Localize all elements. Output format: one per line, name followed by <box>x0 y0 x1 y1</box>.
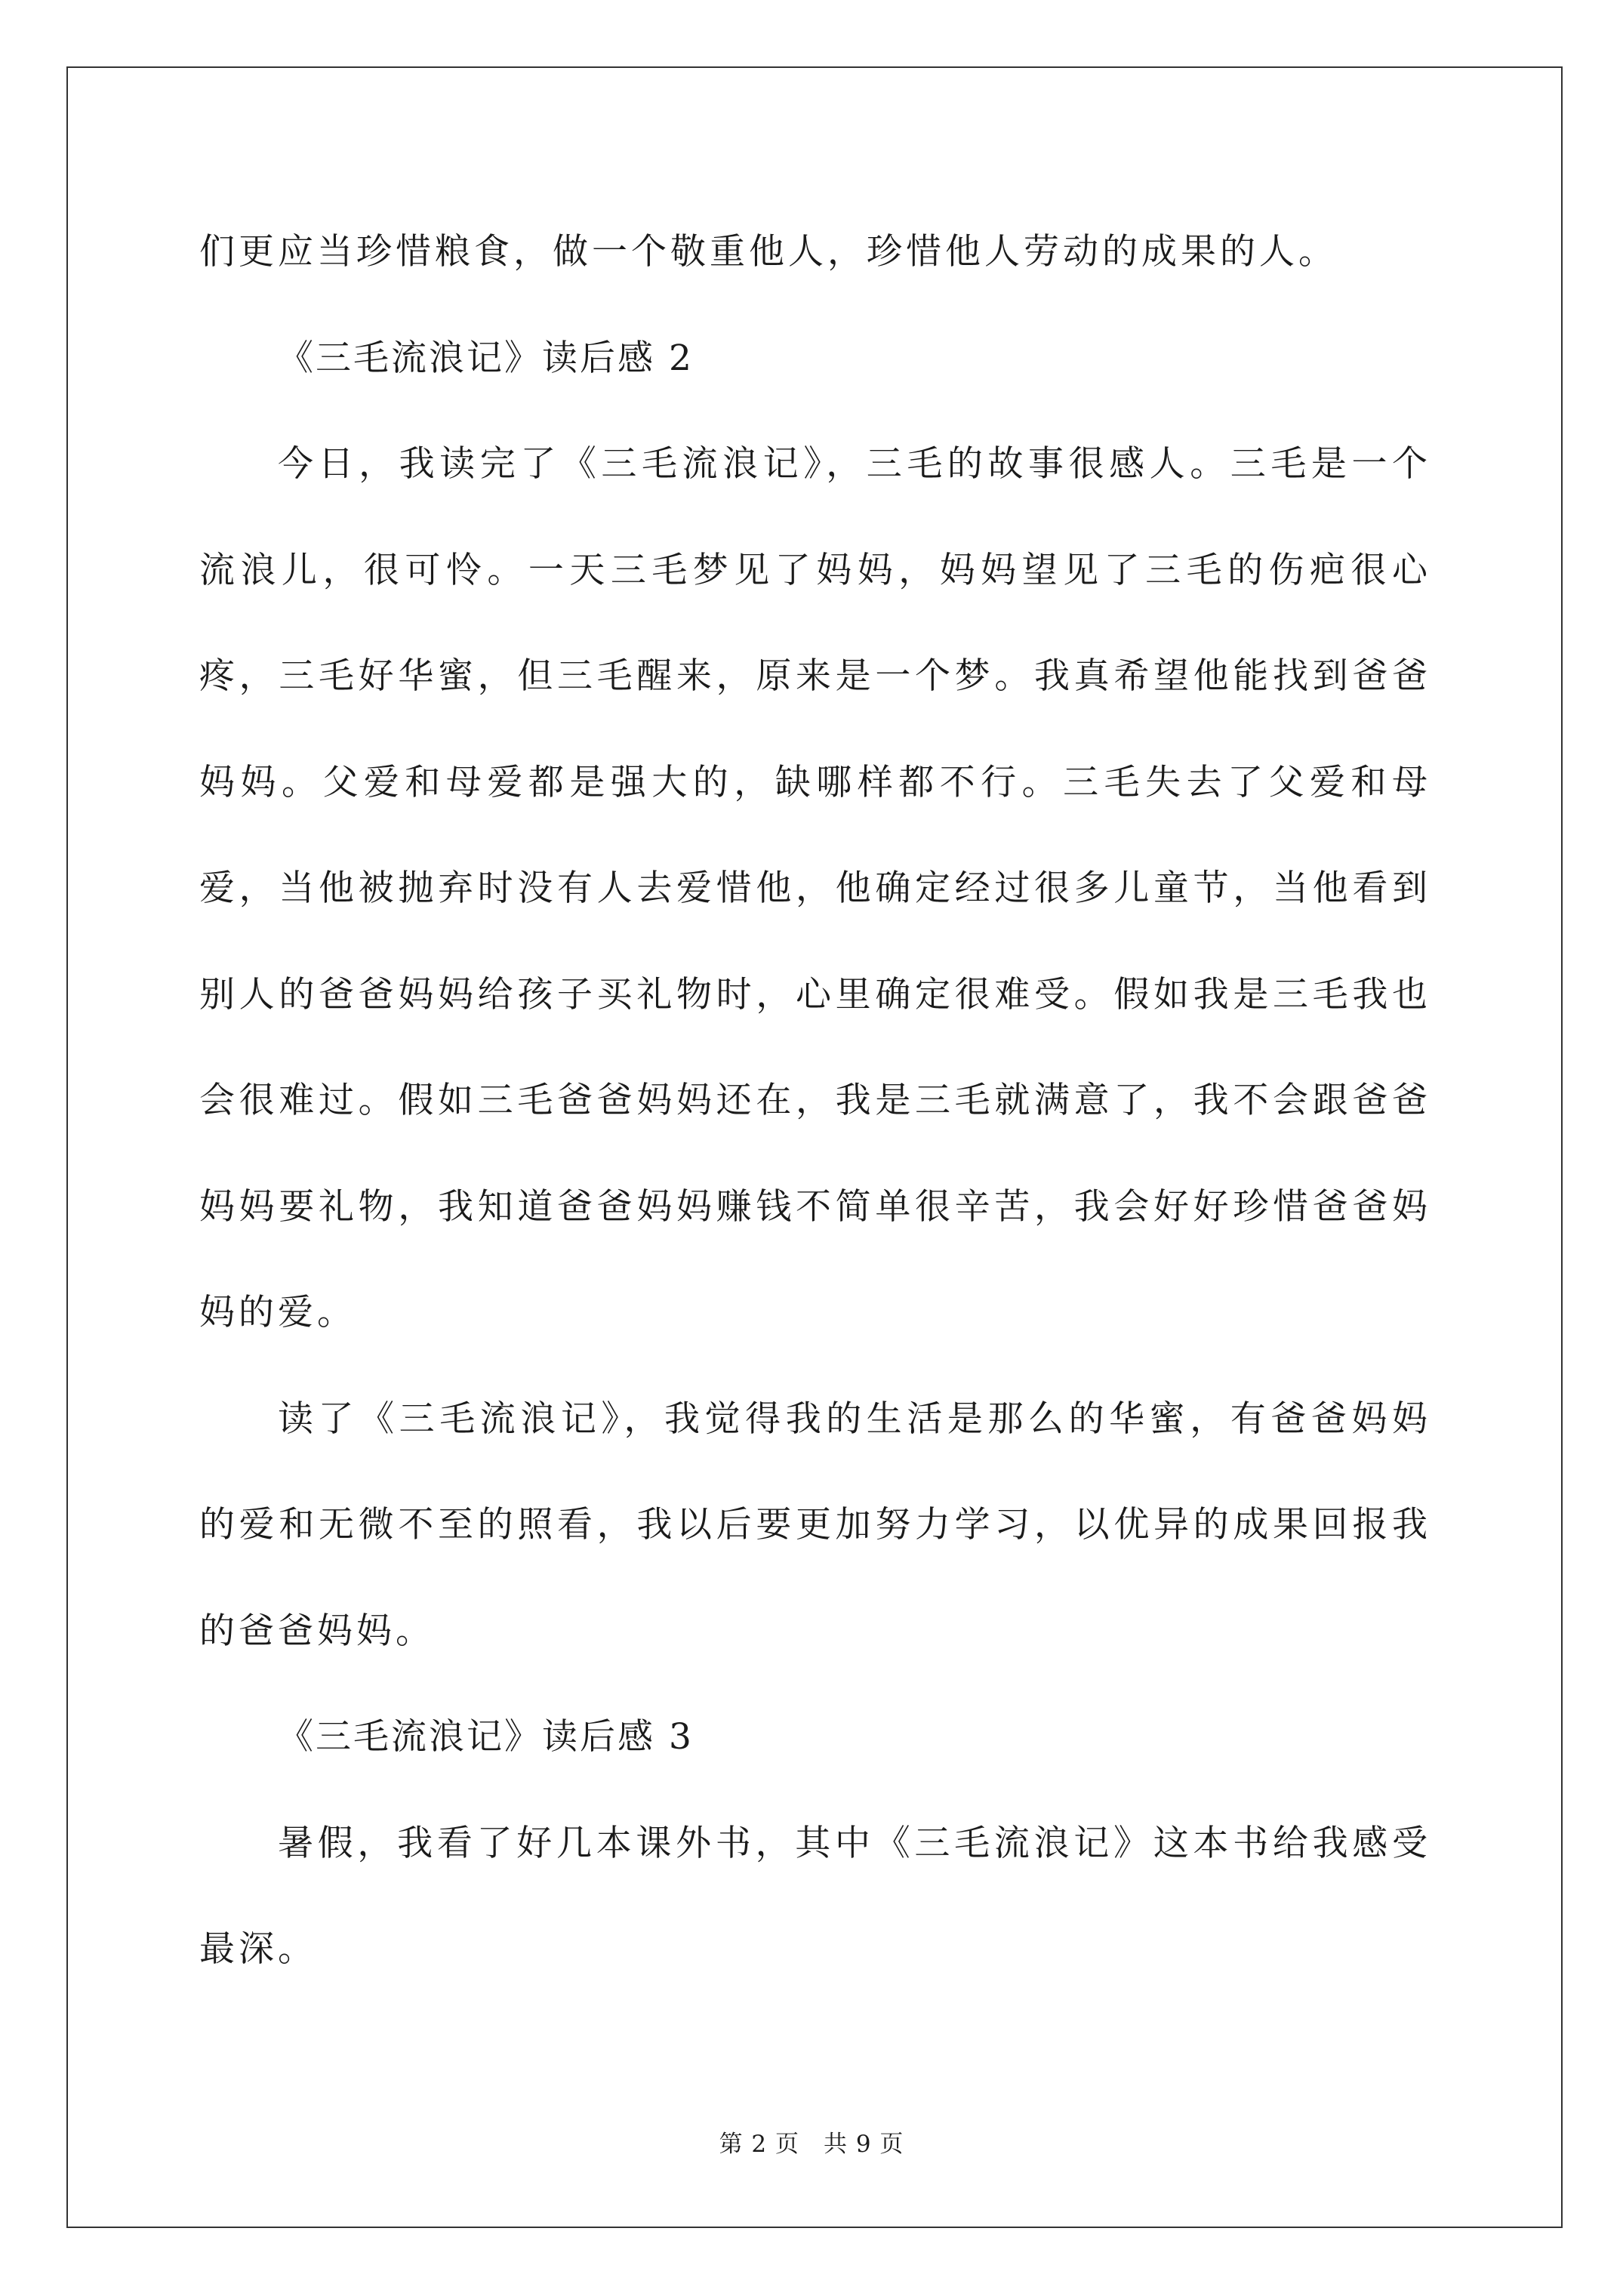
paragraph-reflection-2-body: 今日，我读完了《三毛流浪记》，三毛的故事很感人。三毛是一个流浪儿，很可怜。一天三毛梦见了妈妈，妈妈望见了三毛的伤疤很心疼，三毛好华蜜，但三毛醒来，原来是一个梦。我真希望他能找到爸爸妈妈。父爱和母爱都是强大的，缺哪样都不行。三毛失去了父爱和母爱，当他被抛弃时没有人去爱惜他，他确定经过很多儿童节，当他看到别人的爸爸妈妈给孩子买礼物时，心里确定很难受。假如我是三毛我也会很难过。假如三毛爸爸妈妈还在，我是三毛就满意了，我不会跟爸爸妈妈要礼物，我知道爸爸妈妈赚钱不简单很辛苦，我会好好珍惜爸爸妈妈的爱。 <box>199 443 1431 1333</box>
paragraph-continuation: 们更应当珍惜粮食，做一个敬重他人，珍惜他人劳动的成果的人。 <box>199 231 1338 273</box>
paragraph-reflection-3-intro: 暑假，我看了好几本课外书，其中《三毛流浪记》这本书给我感受最深。 <box>199 1822 1431 1970</box>
section-heading-2: 《三毛流浪记》读后感 2 <box>278 337 694 379</box>
section-heading-3: 《三毛流浪记》读后感 3 <box>278 1716 694 1758</box>
paragraph-reflection-2-conclusion: 读了《三毛流浪记》，我觉得我的生活是那么的华蜜，有爸爸妈妈的爱和无微不至的照看，我以后要更加努力学习，以优异的成果回报我的爸爸妈妈。 <box>199 1398 1431 1652</box>
page-number-footer: 第 2 页 共 9 页 <box>719 2131 904 2158</box>
document-body <box>199 199 1431 2003</box>
